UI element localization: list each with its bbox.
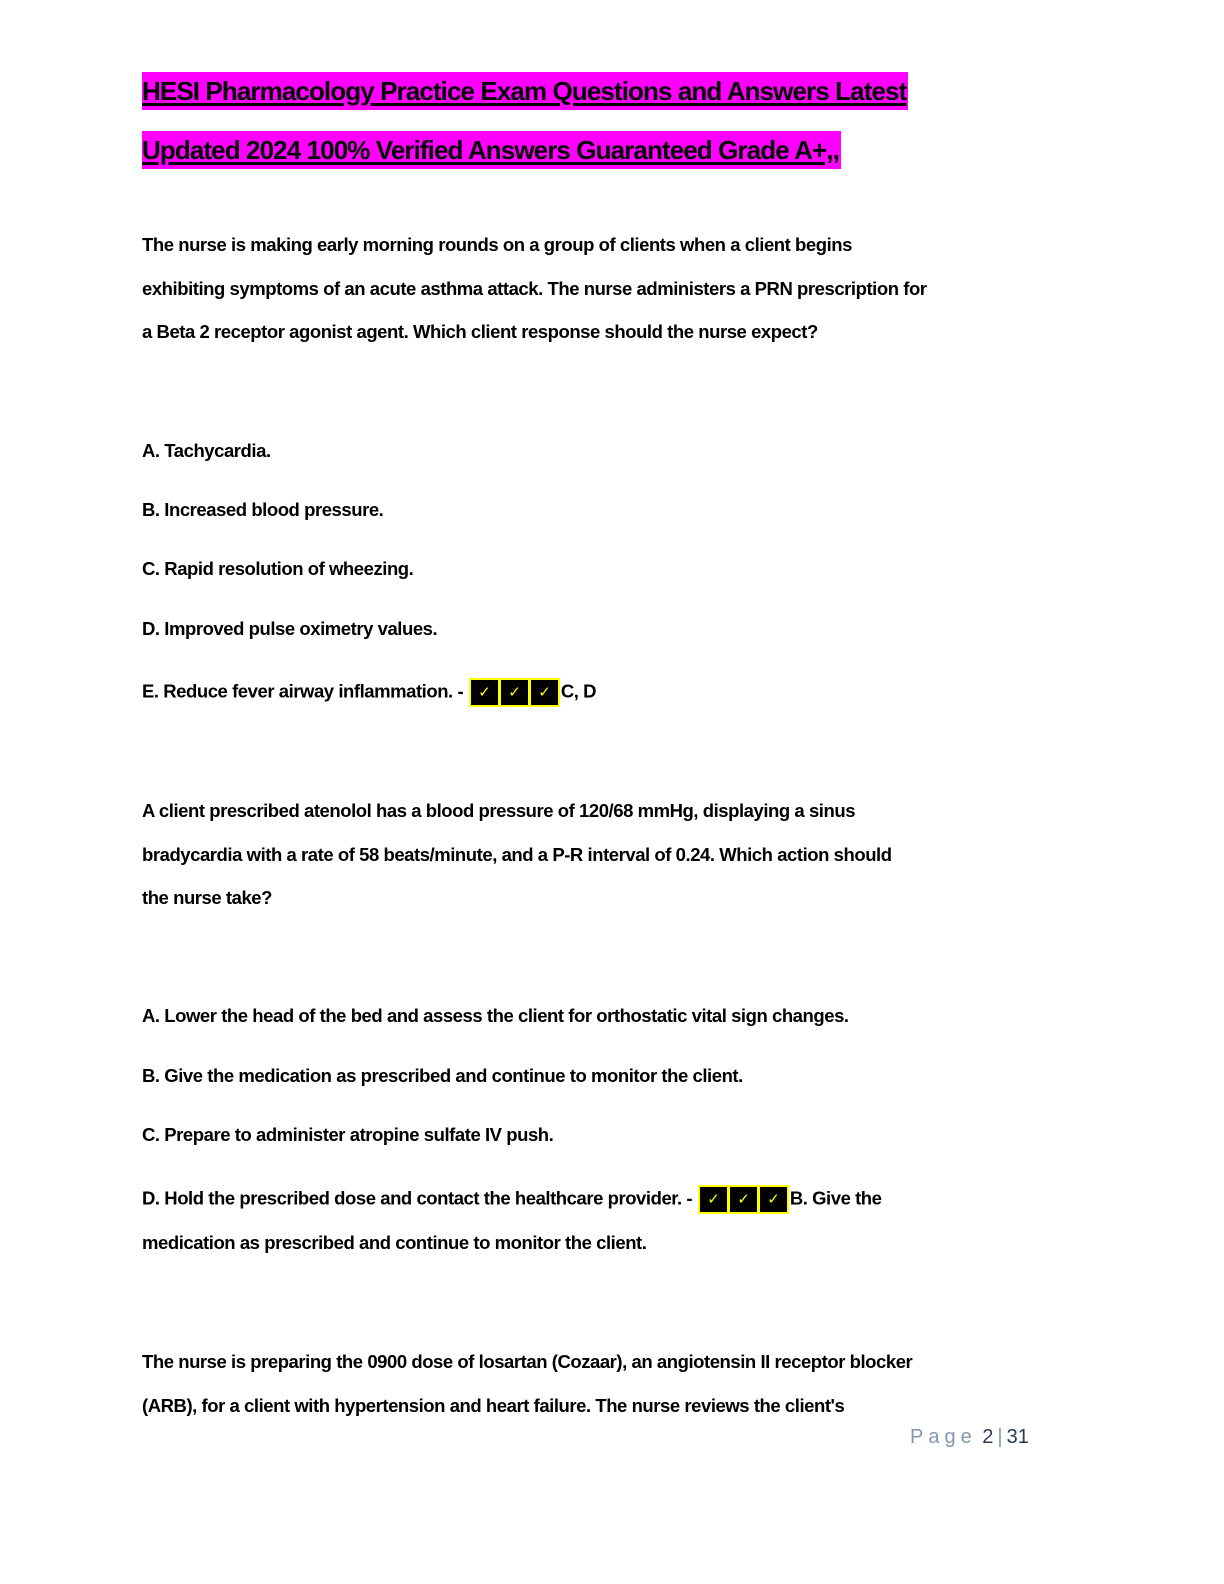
page-number: 2 — [982, 1426, 994, 1448]
option-text: D. Hold the prescribed dose and contact the healthcare provider. - — [142, 1187, 693, 1209]
question-2-stem: A client prescribed atenolol has a blood pressure of 120/68 mmHg, displaying a sinus — [142, 800, 856, 821]
check-icon: ✓ — [501, 680, 528, 705]
question-3-stem: The nurse is preparing the 0900 dose of losartan (Cozaar), an angiotensin II receptor blocker — [142, 1351, 913, 1372]
question-1-stem: a Beta 2 receptor agonist agent. Which client response should the nurse expect? — [142, 321, 818, 342]
page-footer — [910, 1426, 1029, 1449]
check-icon: ✓ — [471, 680, 498, 705]
check-icon: ✓ — [730, 1187, 757, 1212]
page-separator: | — [997, 1426, 1003, 1448]
question-2-stem: bradycardia with a rate of 58 beats/minute, and a P-R interval of 0.24. Which action should — [142, 844, 892, 865]
check-marks — [469, 678, 560, 707]
option-text: E. Reduce fever airway inflammation. - — [142, 680, 464, 702]
question-2-option-c: C. Prepare to administer atropine sulfate IV push. — [142, 1124, 554, 1145]
check-icon: ✓ — [531, 680, 558, 705]
question-1-option-b: B. Increased blood pressure. — [142, 499, 384, 520]
question-3-stem: (ARB), for a client with hypertension and heart failure. The nurse reviews the client's — [142, 1395, 845, 1416]
check-icon: ✓ — [700, 1187, 727, 1212]
question-1-option-c: C. Rapid resolution of wheezing. — [142, 558, 414, 579]
question-1-stem: The nurse is making early morning rounds on a group of clients when a client begins — [142, 234, 852, 255]
question-2-option-b: B. Give the medication as prescribed and continue to monitor the client. — [142, 1065, 743, 1086]
question-2-answer-continued: medication as prescribed and continue to monitor the client. — [142, 1232, 647, 1253]
question-1-stem: exhibiting symptoms of an acute asthma attack. The nurse administers a PRN prescription for — [142, 278, 927, 299]
question-1-answer: C, D — [560, 680, 597, 702]
question-2-option-d — [142, 1185, 882, 1214]
question-1-option-d: D. Improved pulse oximetry values. — [142, 618, 438, 639]
question-1-option-a: A. Tachycardia. — [142, 440, 271, 461]
document-title-line-1: HESI Pharmacology Practice Exam Questions and Answers Latest — [142, 72, 908, 110]
question-2-answer: B. Give the — [789, 1187, 882, 1209]
question-1-option-e — [142, 678, 596, 707]
check-icon: ✓ — [760, 1187, 787, 1212]
document-title-line-2: Updated 2024 100% Verified Answers Guaranteed Grade A+,, — [142, 131, 841, 169]
check-marks — [698, 1185, 789, 1214]
page-label: Page — [910, 1426, 977, 1448]
page-total: 31 — [1006, 1426, 1029, 1448]
question-2-stem: the nurse take? — [142, 887, 272, 908]
question-2-option-a: A. Lower the head of the bed and assess the client for orthostatic vital sign changes. — [142, 1005, 849, 1026]
